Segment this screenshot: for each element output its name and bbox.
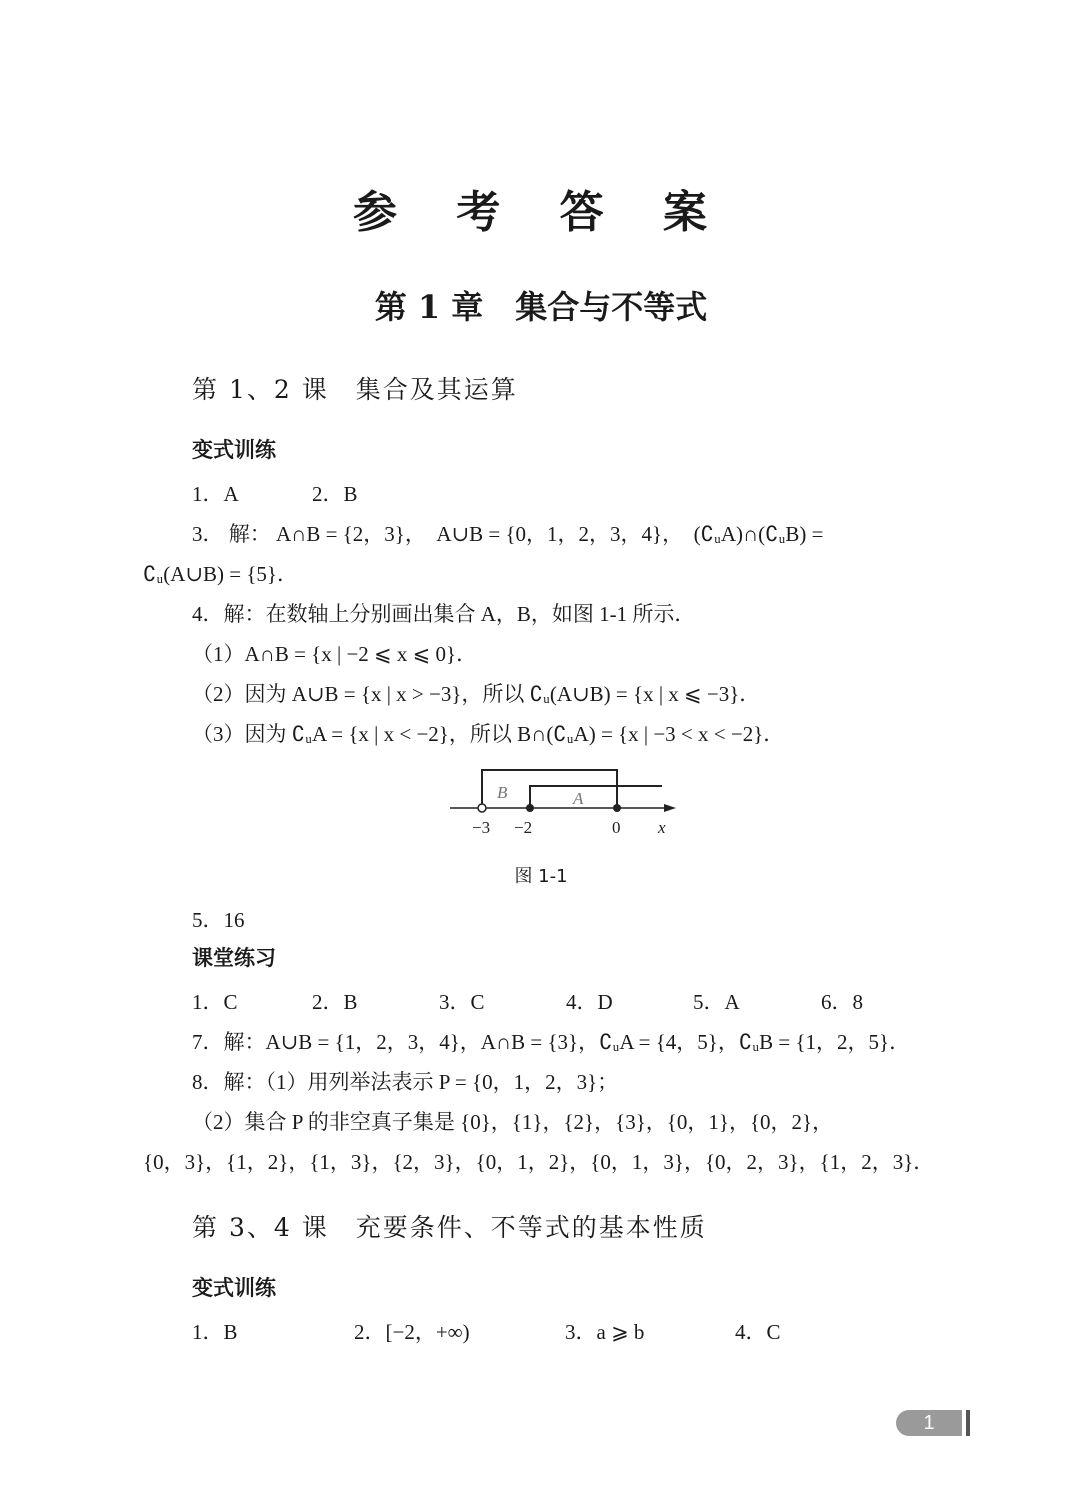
lesson-heading-1: 第 1、2 课 集合及其运算 [192,375,518,404]
page-title: 参 考 答 案 [353,187,729,238]
section-bianshi-2: 变式训练 [192,1276,276,1300]
answer-8-part-2-line-1: （2）集合 P 的非空真子集是 {0}，{1}，{2}，{3}，{0，1}，{0，2}， [192,1110,834,1134]
open-point-neg3 [478,804,486,812]
label-a: A [573,789,584,808]
set-a-bracket [530,786,662,808]
section-ketang: 课堂练习 [192,946,276,970]
chapter-heading: 第 1 章 集合与不等式 [374,288,708,326]
tick-label-neg2: −2 [514,818,533,837]
answer-item: 5．A [693,990,740,1014]
answer-8: 8．解：（1）用列举法表示 P = {0，1，2，3}； [192,1070,619,1094]
axis-label-x: x [658,818,666,837]
number-line-figure [440,760,690,845]
axis-arrow [664,804,676,812]
answer-item: 1．B [192,1320,238,1344]
answer-item: 4．D [566,990,613,1014]
answer-item: 3．C [439,990,485,1014]
answer-4-part-1: （1）A∩B = {x | −2 ⩽ x ⩽ 0}． [192,642,478,666]
answer-3-line-1: 3． 解： A∩B = {2，3}， A∪B = {0，1，2，3，4}， (∁ᵤA)∩(∁ᵤB) = [192,522,824,546]
page-number-badge: 1 [896,1410,962,1436]
answer-item: 1．C [192,990,238,1014]
answer-item: 6．8 [821,990,863,1014]
answer-4-part-3: （3）因为 ∁ᵤA = {x | x < −2}，所以 B∩(∁ᵤA) = {x | −3 < x < −2}． [192,722,785,746]
closed-point-0 [613,804,621,812]
figure-caption: 图 1-1 [514,866,568,887]
answer-4-part-2: （2）因为 A∪B = {x | x > −3}，所以 ∁ᵤ(A∪B) = {x | x ⩽ −3}． [192,682,761,706]
answer-item: 1．A [192,482,239,506]
closed-point-neg2 [526,804,534,812]
answer-8-part-2-line-2: {0，3}，{1，2}，{1，3}，{2，3}，{0，1，2}，{0，1，3}，{0，2，3}，{1，2，3}． [143,1150,935,1174]
answer-row-2 [192,1316,815,1346]
answer-item: 3．a ⩾ b [565,1320,645,1344]
tick-label-neg3: −3 [472,818,491,837]
answer-3-line-2: ∁ᵤ(A∪B) = {5}． [143,562,298,586]
answer-4: 4．解：在数轴上分别画出集合 A，B，如图 1-1 所示． [192,602,696,626]
section-bianshi-1: 变式训练 [192,438,276,462]
tick-label-0: 0 [612,818,621,837]
answer-7: 7．解：A∪B = {1，2，3，4}，A∩B = {3}，∁ᵤA = {4，5}，∁ᵤB = {1，2，5}． [192,1030,911,1054]
answer-item: 2．B [312,990,358,1014]
answer-item: 2．B [312,482,358,506]
lesson-heading-2: 第 3、4 课 充要条件、不等式的基本性质 [192,1213,707,1242]
answer-row-1 [192,478,432,508]
label-b: B [497,783,508,802]
answer-row-ketang [192,986,901,1016]
answer-item: 4．C [735,1320,781,1344]
page-number-bar [966,1410,970,1436]
answer-item: 2．[−2，+∞) [354,1320,470,1344]
answer-5: 5．16 [192,908,245,932]
